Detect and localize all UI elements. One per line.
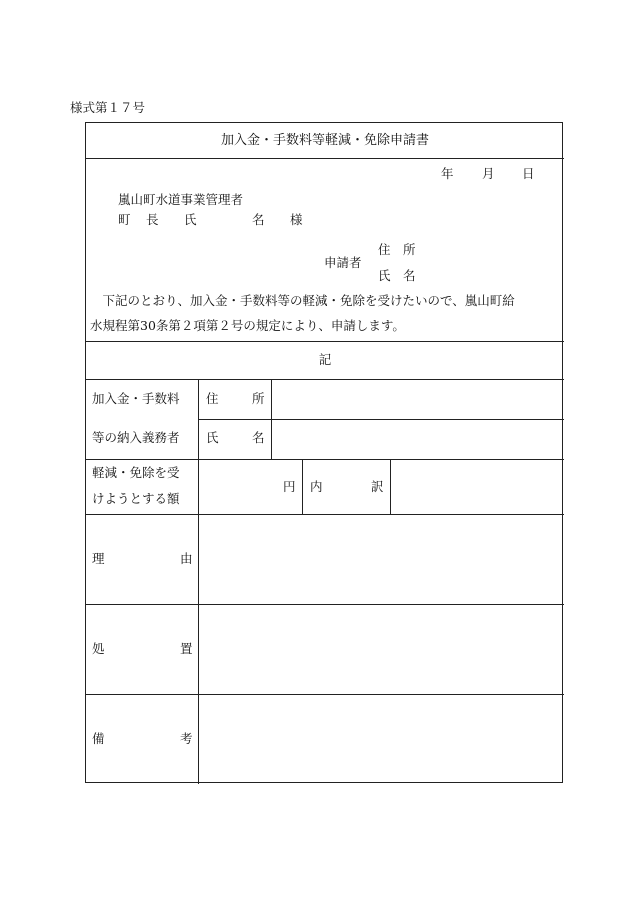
ki-divider	[86, 379, 564, 380]
amount-label-line1: 軽減・免除を受	[92, 465, 180, 480]
payer-label-line2: 等の納入義務者	[92, 430, 180, 445]
addressee-town-char: 町	[118, 212, 131, 227]
addressee-line1: 嵐山町水道事業管理者	[118, 192, 244, 207]
title-divider	[86, 158, 564, 159]
remarks-label-char1: 備	[92, 731, 105, 746]
yen-divider	[302, 459, 303, 514]
breakdown-label-char2: 訳	[371, 479, 384, 494]
payer-row-divider	[86, 459, 564, 460]
amount-label-line2: けようとする額	[92, 491, 180, 506]
address-label-char2: 所	[252, 391, 265, 406]
form-title: 加入金・手数料等軽減・免除申請書	[220, 133, 429, 148]
name-label-char1: 氏	[206, 430, 219, 445]
name-label-char2: 名	[252, 430, 265, 445]
breakdown-label-char1: 内	[310, 479, 323, 494]
amount-row-divider	[86, 514, 564, 515]
disposition-label-char1: 処	[92, 641, 105, 656]
body-text-line1: 下記のとおり、加入金・手数料等の軽減・免除を受けたいので、嵐山町給	[90, 293, 515, 308]
yen-label: 円	[283, 479, 296, 494]
address-row-divider	[198, 419, 564, 420]
disposition-row-divider	[86, 694, 564, 695]
reason-row-divider	[86, 604, 564, 605]
addressee-sama-char: 様	[290, 212, 303, 227]
reason-label-char1: 理	[92, 551, 105, 566]
disposition-label-char2: 置	[180, 641, 193, 656]
body-text-line2: 水規程第30条第２項第２号の規定により、申請します。	[90, 318, 405, 333]
payer-label-line1: 加入金・手数料	[92, 391, 180, 406]
form-number: 様式第１７号	[70, 100, 146, 115]
date-year-label: 年	[441, 166, 454, 181]
addressee-mei-char: 名	[252, 212, 265, 227]
application-form	[85, 122, 563, 783]
breakdown-divider	[390, 459, 391, 514]
applicant-address-label: 住 所	[378, 242, 416, 257]
addressee-chief-char: 長	[146, 212, 159, 227]
body-divider	[86, 341, 564, 342]
applicant-label: 申請者	[324, 255, 362, 270]
date-month-label: 月	[482, 166, 495, 181]
applicant-name-label: 氏 名	[378, 268, 416, 283]
reason-label-char2: 由	[180, 551, 193, 566]
label-column-divider	[198, 379, 199, 784]
ki-label: 記	[318, 352, 332, 367]
addressee-shi-char: 氏	[184, 212, 197, 227]
address-label-char1: 住	[206, 391, 219, 406]
date-day-label: 日	[522, 166, 535, 181]
remarks-label-char2: 考	[180, 731, 193, 746]
payer-subcolumn-divider	[271, 379, 272, 459]
